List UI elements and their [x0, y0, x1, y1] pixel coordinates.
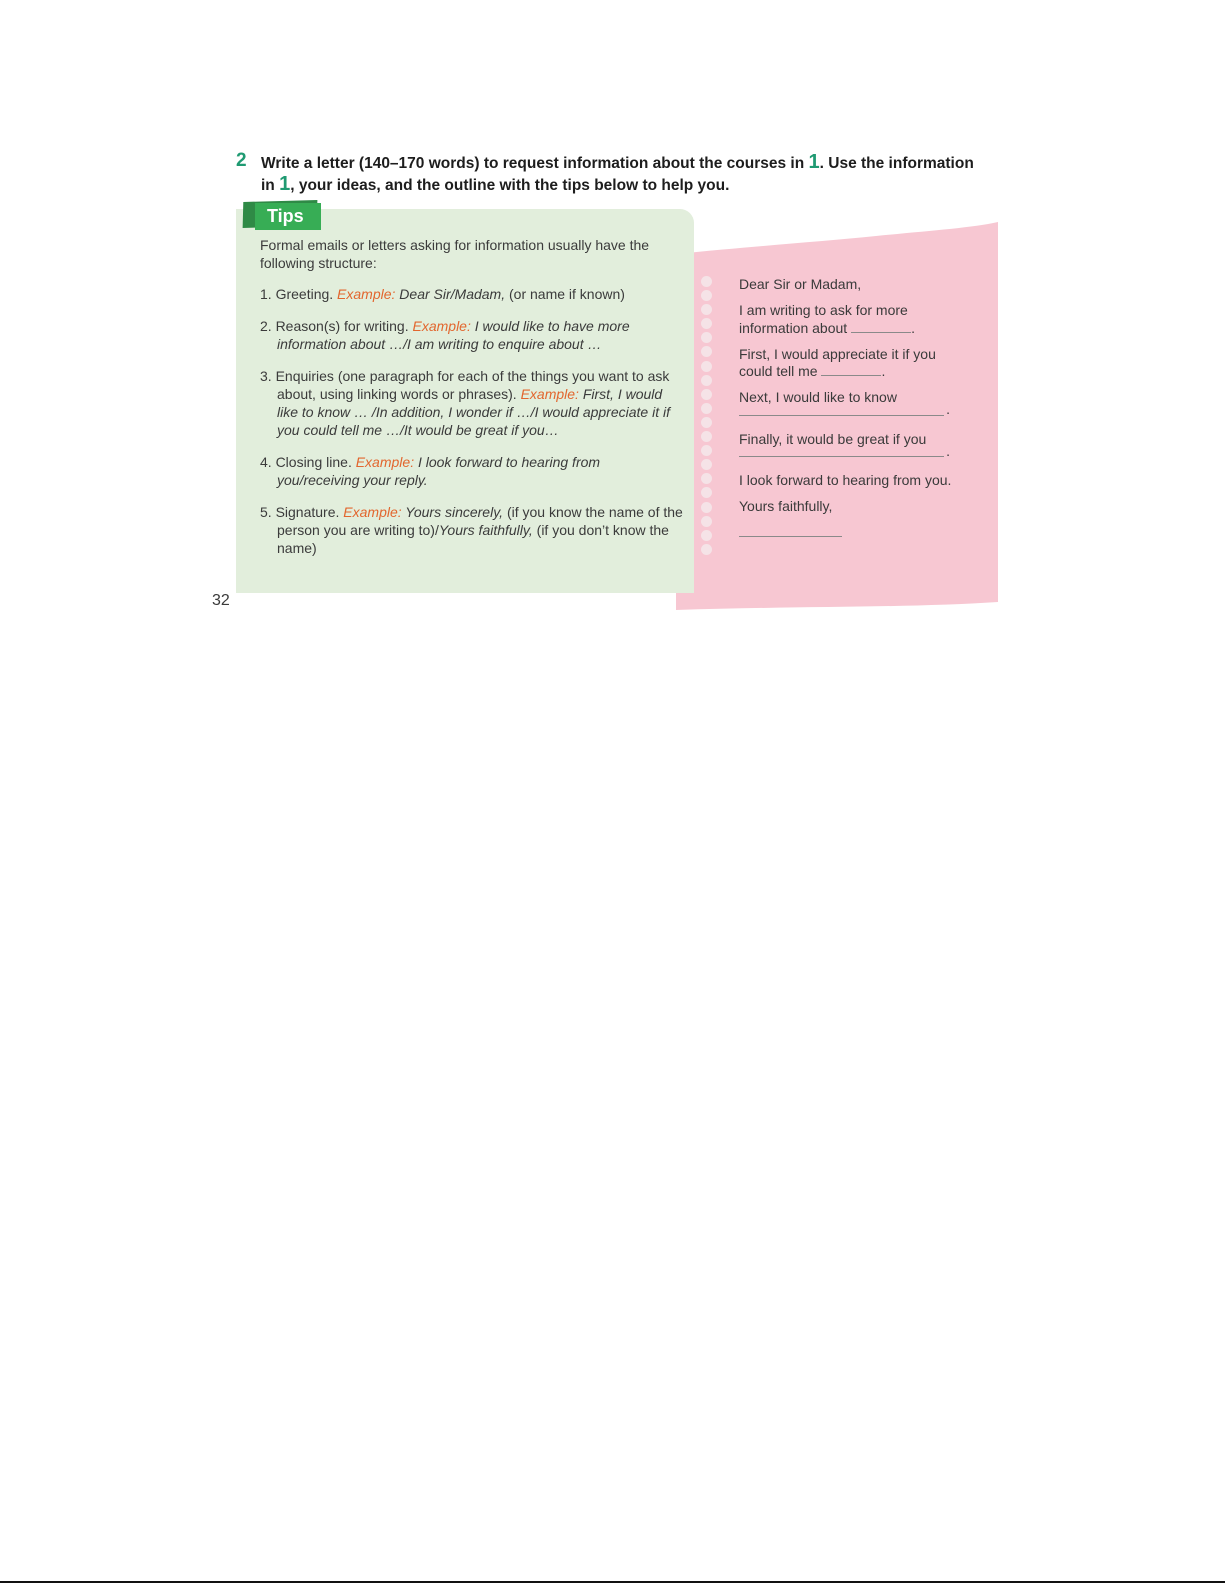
tips-item: 5. Signature. Example: Yours sincerely, (if you know the name of the person you are writing to)/Yours faithfully, (if you don’t know the name): [260, 504, 683, 556]
letter-line-next: Next, I would like to know .: [739, 389, 950, 417]
letter-closing-line: I look forward to hearing from you.: [739, 472, 952, 488]
binder-hole: [701, 332, 712, 343]
page-number: 32: [212, 592, 230, 609]
binder-hole: [701, 389, 712, 400]
task-number: 2: [236, 150, 247, 171]
binder-hole: [701, 318, 712, 329]
tips-body: [260, 236, 685, 571]
tips-heading: Tips: [255, 203, 321, 230]
binder-hole: [701, 530, 712, 541]
letter-outline: [739, 276, 964, 537]
binder-holes: [701, 276, 719, 558]
tips-item: 1. Greeting. Example: Dear Sir/Madam, (or name if known): [260, 286, 625, 302]
task-instruction: [236, 152, 976, 196]
signature-line: [739, 536, 842, 537]
tips-item: 2. Reason(s) for writing. Example: I would like to have more information about …/I am writing to enquire about …: [260, 318, 630, 352]
binder-hole: [701, 473, 712, 484]
binder-hole: [701, 304, 712, 315]
blank-line: .: [739, 407, 944, 416]
binder-hole: [701, 375, 712, 386]
binder-hole: [701, 290, 712, 301]
letter-sign-off: Yours faithfully,: [739, 498, 833, 514]
blank-line: [821, 375, 881, 376]
binder-hole: [701, 544, 712, 555]
binder-hole: [701, 417, 712, 428]
tips-item: 3. Enquiries (one paragraph for each of the things you want to ask about, using linking words or phrases). Example: First, I would like to know … /In addition, I wonder if …/I would appreciate it if you could tell me …/It would be great if you…: [260, 368, 670, 438]
tips-item: 4. Closing line. Example: I look forward to hearing from you/receiving your reply.: [260, 454, 601, 488]
tips-list: [260, 285, 685, 557]
letter-line-reason: I am writing to ask for more information about .: [739, 302, 915, 336]
tips-intro: Formal emails or letters asking for information usually have the following structure:: [260, 237, 650, 271]
binder-hole: [701, 487, 712, 498]
binder-hole: [701, 459, 712, 470]
binder-hole: [701, 431, 712, 442]
binder-hole: [701, 276, 712, 287]
binder-hole: [701, 502, 712, 513]
letter-line-finally: Finally, it would be great if you .: [739, 430, 950, 459]
blank-line: [851, 332, 911, 333]
binder-hole: [701, 445, 712, 456]
binder-hole: [701, 346, 712, 357]
binder-hole: [701, 403, 712, 414]
bottom-divider: [0, 1581, 1225, 1583]
binder-hole: [701, 361, 712, 372]
letter-line-first: First, I would appreciate it if you could tell me .: [739, 345, 936, 379]
letter-greeting: Dear Sir or Madam,: [739, 276, 862, 292]
task-text: Write a letter (140–170 words) to request information about the courses in 1. Use the information in 1, your ideas, and the outline with the tips below to help you.: [261, 151, 974, 195]
binder-hole: [701, 516, 712, 527]
blank-line: .: [739, 448, 944, 457]
